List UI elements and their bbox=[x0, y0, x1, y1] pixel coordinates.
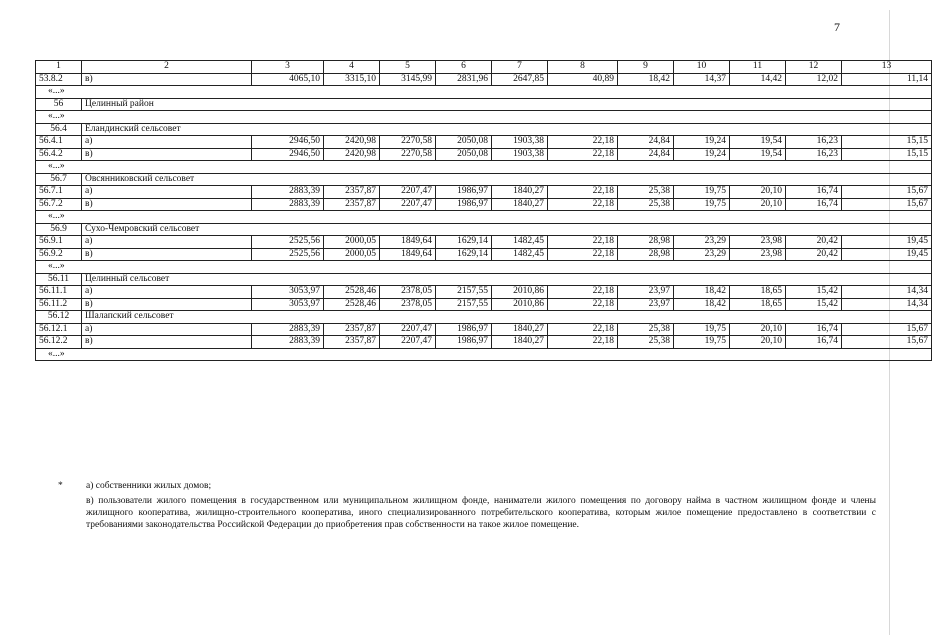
value-cell: 15,15 bbox=[842, 136, 932, 149]
row-category: в) bbox=[82, 336, 252, 349]
column-number-row bbox=[36, 61, 932, 74]
value-cell: 1840,27 bbox=[492, 186, 548, 199]
value-cell: 12,02 bbox=[786, 73, 842, 86]
value-cell: 15,67 bbox=[842, 323, 932, 336]
row-code: 56.4.1 bbox=[36, 136, 82, 149]
value-cell: 2207,47 bbox=[380, 198, 436, 211]
value-cell: 22,18 bbox=[548, 286, 618, 299]
value-cell: 40,89 bbox=[548, 73, 618, 86]
value-cell: 23,97 bbox=[618, 286, 674, 299]
table-row bbox=[36, 323, 932, 336]
value-cell: 1840,27 bbox=[492, 336, 548, 349]
row-code: 56.11.2 bbox=[36, 298, 82, 311]
value-cell: 19,75 bbox=[674, 186, 730, 199]
value-cell: 25,38 bbox=[618, 186, 674, 199]
value-cell: 20,42 bbox=[786, 236, 842, 249]
column-header: 10 bbox=[674, 61, 730, 74]
section-row bbox=[36, 311, 932, 324]
value-cell: 25,38 bbox=[618, 198, 674, 211]
value-cell: 1986,97 bbox=[436, 336, 492, 349]
column-header: 6 bbox=[436, 61, 492, 74]
ellipsis-row bbox=[36, 261, 932, 274]
table-row bbox=[36, 73, 932, 86]
value-cell: 16,23 bbox=[786, 136, 842, 149]
column-header: 5 bbox=[380, 61, 436, 74]
column-header: 3 bbox=[252, 61, 324, 74]
value-cell: 19,24 bbox=[674, 136, 730, 149]
section-name: Еландинский сельсовет bbox=[82, 123, 932, 136]
value-cell: 19,75 bbox=[674, 323, 730, 336]
row-category: в) bbox=[82, 198, 252, 211]
section-code: 56.12 bbox=[36, 311, 82, 324]
value-cell: 20,10 bbox=[730, 186, 786, 199]
value-cell: 3315,10 bbox=[324, 73, 380, 86]
section-row bbox=[36, 273, 932, 286]
value-cell: 2946,50 bbox=[252, 148, 324, 161]
value-cell: 2378,05 bbox=[380, 286, 436, 299]
table-row bbox=[36, 236, 932, 249]
column-header: 9 bbox=[618, 61, 674, 74]
row-code: 56.4.2 bbox=[36, 148, 82, 161]
column-header: 12 bbox=[786, 61, 842, 74]
value-cell: 22,18 bbox=[548, 198, 618, 211]
value-cell: 22,18 bbox=[548, 148, 618, 161]
value-cell: 16,74 bbox=[786, 323, 842, 336]
value-cell: 20,10 bbox=[730, 198, 786, 211]
value-cell: 23,29 bbox=[674, 248, 730, 261]
value-cell: 1840,27 bbox=[492, 198, 548, 211]
section-code: 56.11 bbox=[36, 273, 82, 286]
row-category: а) bbox=[82, 186, 252, 199]
value-cell: 2525,56 bbox=[252, 236, 324, 249]
value-cell: 22,18 bbox=[548, 136, 618, 149]
value-cell: 2528,46 bbox=[324, 286, 380, 299]
column-header: 1 bbox=[36, 61, 82, 74]
page-number: 7 bbox=[834, 20, 840, 34]
value-cell: 19,45 bbox=[842, 248, 932, 261]
row-category: а) bbox=[82, 236, 252, 249]
section-name: Целинный район bbox=[82, 98, 932, 111]
table-row bbox=[36, 286, 932, 299]
value-cell: 2647,85 bbox=[492, 73, 548, 86]
value-cell: 28,98 bbox=[618, 248, 674, 261]
column-header: 13 bbox=[842, 61, 932, 74]
value-cell: 1849,64 bbox=[380, 248, 436, 261]
row-code: 56.9.1 bbox=[36, 236, 82, 249]
value-cell: 2420,98 bbox=[324, 136, 380, 149]
ellipsis-row bbox=[36, 161, 932, 174]
row-code: 56.9.2 bbox=[36, 248, 82, 261]
row-code: 56.12.1 bbox=[36, 323, 82, 336]
value-cell: 19,24 bbox=[674, 148, 730, 161]
column-header: 4 bbox=[324, 61, 380, 74]
value-cell: 28,98 bbox=[618, 236, 674, 249]
ellipsis-marker: «...» bbox=[36, 348, 932, 361]
value-cell: 19,45 bbox=[842, 236, 932, 249]
value-cell: 14,37 bbox=[674, 73, 730, 86]
section-code: 56.9 bbox=[36, 223, 82, 236]
value-cell: 22,18 bbox=[548, 298, 618, 311]
value-cell: 23,98 bbox=[730, 248, 786, 261]
value-cell: 2525,56 bbox=[252, 248, 324, 261]
section-code: 56.4 bbox=[36, 123, 82, 136]
value-cell: 1840,27 bbox=[492, 323, 548, 336]
value-cell: 22,18 bbox=[548, 323, 618, 336]
section-row bbox=[36, 223, 932, 236]
value-cell: 18,65 bbox=[730, 298, 786, 311]
value-cell: 2831,96 bbox=[436, 73, 492, 86]
value-cell: 19,54 bbox=[730, 148, 786, 161]
value-cell: 2010,86 bbox=[492, 298, 548, 311]
value-cell: 23,97 bbox=[618, 298, 674, 311]
table-row bbox=[36, 186, 932, 199]
value-cell: 2357,87 bbox=[324, 323, 380, 336]
value-cell: 2270,58 bbox=[380, 136, 436, 149]
value-cell: 18,42 bbox=[674, 286, 730, 299]
section-code: 56.7 bbox=[36, 173, 82, 186]
section-name: Овсянниковский сельсовет bbox=[82, 173, 932, 186]
value-cell: 25,38 bbox=[618, 336, 674, 349]
ellipsis-row bbox=[36, 348, 932, 361]
table-row bbox=[36, 248, 932, 261]
value-cell: 14,34 bbox=[842, 298, 932, 311]
ellipsis-marker: «...» bbox=[36, 86, 932, 99]
column-header: 7 bbox=[492, 61, 548, 74]
value-cell: 15,67 bbox=[842, 198, 932, 211]
value-cell: 23,29 bbox=[674, 236, 730, 249]
value-cell: 22,18 bbox=[548, 236, 618, 249]
value-cell: 1629,14 bbox=[436, 236, 492, 249]
section-code: 56 bbox=[36, 98, 82, 111]
value-cell: 2050,08 bbox=[436, 136, 492, 149]
value-cell: 2050,08 bbox=[436, 148, 492, 161]
row-category: в) bbox=[82, 298, 252, 311]
ellipsis-marker: «...» bbox=[36, 211, 932, 224]
value-cell: 16,74 bbox=[786, 186, 842, 199]
row-category: в) bbox=[82, 73, 252, 86]
column-header: 11 bbox=[730, 61, 786, 74]
section-row bbox=[36, 173, 932, 186]
row-category: в) bbox=[82, 248, 252, 261]
value-cell: 2207,47 bbox=[380, 323, 436, 336]
value-cell: 2946,50 bbox=[252, 136, 324, 149]
section-name: Целинный сельсовет bbox=[82, 273, 932, 286]
value-cell: 2883,39 bbox=[252, 198, 324, 211]
value-cell: 20,10 bbox=[730, 323, 786, 336]
row-code: 53.8.2 bbox=[36, 73, 82, 86]
value-cell: 2357,87 bbox=[324, 198, 380, 211]
value-cell: 1986,97 bbox=[436, 323, 492, 336]
value-cell: 1849,64 bbox=[380, 236, 436, 249]
value-cell: 16,23 bbox=[786, 148, 842, 161]
row-code: 56.11.1 bbox=[36, 286, 82, 299]
value-cell: 14,42 bbox=[730, 73, 786, 86]
value-cell: 2207,47 bbox=[380, 186, 436, 199]
value-cell: 15,42 bbox=[786, 286, 842, 299]
value-cell: 16,74 bbox=[786, 336, 842, 349]
value-cell: 2270,58 bbox=[380, 148, 436, 161]
value-cell: 2157,55 bbox=[436, 298, 492, 311]
section-row bbox=[36, 98, 932, 111]
row-category: а) bbox=[82, 136, 252, 149]
value-cell: 2528,46 bbox=[324, 298, 380, 311]
ellipsis-marker: «...» bbox=[36, 111, 932, 124]
ellipsis-marker: «...» bbox=[36, 261, 932, 274]
value-cell: 1903,38 bbox=[492, 136, 548, 149]
value-cell: 19,75 bbox=[674, 198, 730, 211]
ellipsis-row bbox=[36, 86, 932, 99]
row-category: в) bbox=[82, 148, 252, 161]
section-name: Сухо-Чемровский сельсовет bbox=[82, 223, 932, 236]
section-row bbox=[36, 123, 932, 136]
value-cell: 1629,14 bbox=[436, 248, 492, 261]
value-cell: 2000,05 bbox=[324, 236, 380, 249]
value-cell: 1903,38 bbox=[492, 148, 548, 161]
value-cell: 4065,10 bbox=[252, 73, 324, 86]
value-cell: 1482,45 bbox=[492, 236, 548, 249]
row-category: а) bbox=[82, 286, 252, 299]
row-code: 56.7.2 bbox=[36, 198, 82, 211]
table-row bbox=[36, 148, 932, 161]
value-cell: 22,18 bbox=[548, 336, 618, 349]
value-cell: 24,84 bbox=[618, 148, 674, 161]
value-cell: 15,67 bbox=[842, 336, 932, 349]
row-code: 56.12.2 bbox=[36, 336, 82, 349]
ellipsis-marker: «...» bbox=[36, 161, 932, 174]
row-code: 56.7.1 bbox=[36, 186, 82, 199]
value-cell: 20,10 bbox=[730, 336, 786, 349]
value-cell: 15,42 bbox=[786, 298, 842, 311]
value-cell: 1986,97 bbox=[436, 186, 492, 199]
value-cell: 25,38 bbox=[618, 323, 674, 336]
value-cell: 15,67 bbox=[842, 186, 932, 199]
value-cell: 3053,97 bbox=[252, 286, 324, 299]
value-cell: 2357,87 bbox=[324, 186, 380, 199]
value-cell: 3053,97 bbox=[252, 298, 324, 311]
value-cell: 18,65 bbox=[730, 286, 786, 299]
table-body bbox=[36, 73, 932, 361]
value-cell: 2000,05 bbox=[324, 248, 380, 261]
footnote-a: а) собственники жилых домов; bbox=[86, 481, 212, 491]
value-cell: 2357,87 bbox=[324, 336, 380, 349]
ellipsis-row bbox=[36, 211, 932, 224]
column-header: 8 bbox=[548, 61, 618, 74]
ellipsis-row bbox=[36, 111, 932, 124]
section-name: Шалапский сельсовет bbox=[82, 311, 932, 324]
value-cell: 2010,86 bbox=[492, 286, 548, 299]
footnote-b: в) пользователи жилого помещения в государственном или муниципальном жилищном фонде, наниматели жилого помещения по договору найма в частном жилищном фонде и члены жилищного кооператива, жилищно-строительного кооператива, иного специализированного потребительского кооператива, которым жилое помещение предоставлено в соответствии с требованиями законодательства Российской Федерации до приобретения прав собственности на такое жилое помещение. bbox=[86, 496, 876, 530]
value-cell: 3145,99 bbox=[380, 73, 436, 86]
table-row bbox=[36, 136, 932, 149]
value-cell: 2157,55 bbox=[436, 286, 492, 299]
value-cell: 2883,39 bbox=[252, 323, 324, 336]
table-row bbox=[36, 298, 932, 311]
value-cell: 20,42 bbox=[786, 248, 842, 261]
value-cell: 1986,97 bbox=[436, 198, 492, 211]
value-cell: 22,18 bbox=[548, 186, 618, 199]
tariff-table bbox=[35, 60, 932, 361]
value-cell: 2883,39 bbox=[252, 336, 324, 349]
value-cell: 18,42 bbox=[618, 73, 674, 86]
footnote-marker: * bbox=[58, 481, 63, 491]
table-row bbox=[36, 336, 932, 349]
value-cell: 19,54 bbox=[730, 136, 786, 149]
value-cell: 2420,98 bbox=[324, 148, 380, 161]
value-cell: 22,18 bbox=[548, 248, 618, 261]
value-cell: 19,75 bbox=[674, 336, 730, 349]
column-header: 2 bbox=[82, 61, 252, 74]
table-row bbox=[36, 198, 932, 211]
value-cell: 14,34 bbox=[842, 286, 932, 299]
value-cell: 24,84 bbox=[618, 136, 674, 149]
value-cell: 18,42 bbox=[674, 298, 730, 311]
value-cell: 2883,39 bbox=[252, 186, 324, 199]
value-cell: 2378,05 bbox=[380, 298, 436, 311]
value-cell: 2207,47 bbox=[380, 336, 436, 349]
value-cell: 15,15 bbox=[842, 148, 932, 161]
value-cell: 23,98 bbox=[730, 236, 786, 249]
row-category: а) bbox=[82, 323, 252, 336]
value-cell: 16,74 bbox=[786, 198, 842, 211]
value-cell: 11,14 bbox=[842, 73, 932, 86]
value-cell: 1482,45 bbox=[492, 248, 548, 261]
